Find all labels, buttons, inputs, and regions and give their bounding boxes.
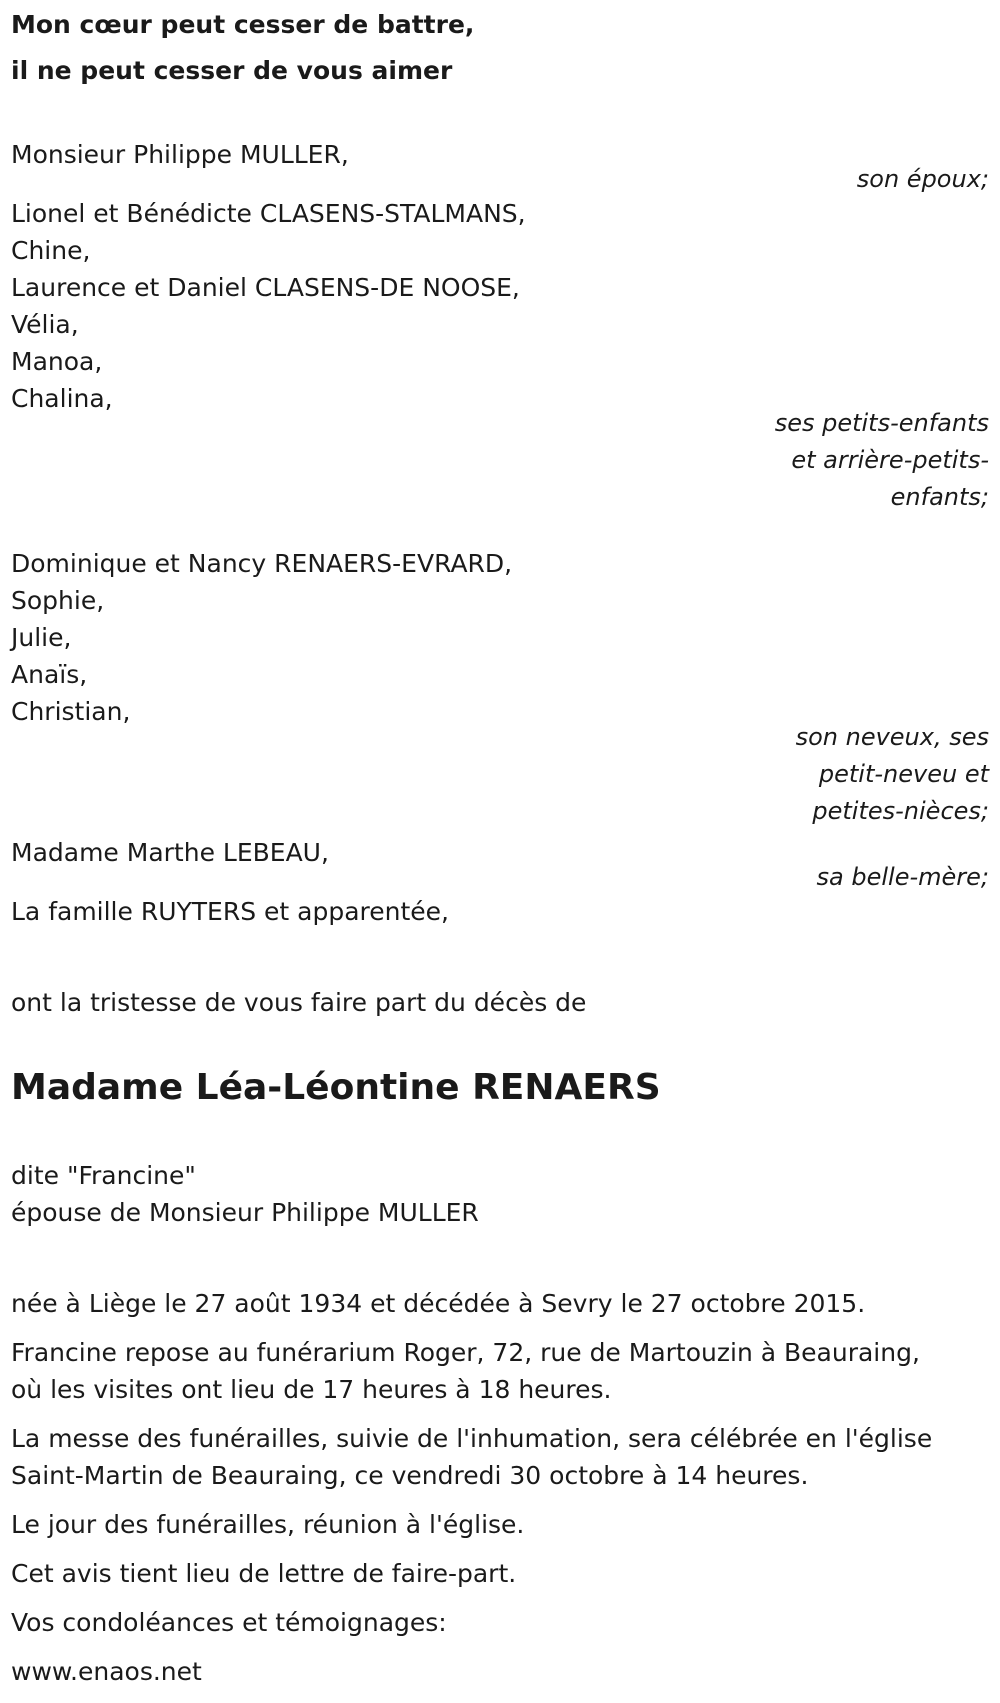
- spouse-relation: son époux;: [856, 165, 989, 193]
- nephew-name: Sophie,: [11, 586, 105, 615]
- grandchild-name: Laurence et Daniel CLASENS-DE NOOSE,: [11, 273, 520, 302]
- gathering-line: Le jour des funérailles, réunion à l'église.: [11, 1510, 525, 1539]
- grandchild-name: Chalina,: [11, 384, 113, 413]
- deceased-spouse-line: épouse de Monsieur Philippe MULLER: [11, 1198, 479, 1227]
- nephews-relation-line: petit-neveu et: [818, 760, 989, 788]
- announcement-text: ont la tristesse de vous faire part du décès de: [11, 988, 587, 1017]
- mother-in-law-name: Madame Marthe LEBEAU,: [11, 838, 329, 867]
- nephews-relation-line: petites-nièces;: [812, 797, 989, 825]
- nephew-name: Anaïs,: [11, 660, 88, 689]
- nephews-relation-line: son neveux, ses: [795, 723, 989, 751]
- grandchild-name: Chine,: [11, 236, 91, 265]
- nephew-name: Julie,: [11, 623, 72, 652]
- notice-line: Cet avis tient lieu de lettre de faire-part.: [11, 1559, 517, 1588]
- website-link[interactable]: www.enaos.net: [11, 1657, 202, 1686]
- nephew-name: Dominique et Nancy RENAERS-EVRARD,: [11, 549, 513, 578]
- grandchild-name: Manoa,: [11, 347, 103, 376]
- spouse-name: Monsieur Philippe MULLER,: [11, 140, 349, 169]
- mass-line: La messe des funérailles, suivie de l'inhumation, sera célébrée en l'église: [11, 1424, 933, 1453]
- grandchild-name: Vélia,: [11, 310, 79, 339]
- deceased-nickname: dite "Francine": [11, 1161, 196, 1190]
- rest-line: où les visites ont lieu de 17 heures à 18 heures.: [11, 1375, 612, 1404]
- mass-line: Saint-Martin de Beauraing, ce vendredi 30 octobre à 14 heures.: [11, 1461, 809, 1490]
- grandchildren-relation-line: ses petits-enfants: [774, 409, 989, 437]
- mother-in-law-relation: sa belle-mère;: [816, 863, 989, 891]
- rest-line: Francine repose au funérarium Roger, 72, rue de Martouzin à Beauraing,: [11, 1338, 920, 1367]
- grandchildren-relation-line: et arrière-petits-: [791, 446, 989, 474]
- other-family: La famille RUYTERS et apparentée,: [11, 897, 450, 926]
- nephew-name: Christian,: [11, 697, 131, 726]
- condolences-line: Vos condoléances et témoignages:: [11, 1608, 447, 1637]
- epigraph-line-1: Mon cœur peut cesser de battre,: [11, 10, 475, 39]
- deceased-name: Madame Léa-Léontine RENAERS: [11, 1067, 661, 1108]
- grandchildren-relation-line: enfants;: [890, 483, 989, 511]
- grandchild-name: Lionel et Bénédicte CLASENS-STALMANS,: [11, 199, 526, 228]
- birth-death-line: née à Liège le 27 août 1934 et décédée à Sevry le 27 octobre 2015.: [11, 1289, 866, 1318]
- epigraph-line-2: il ne peut cesser de vous aimer: [11, 56, 453, 85]
